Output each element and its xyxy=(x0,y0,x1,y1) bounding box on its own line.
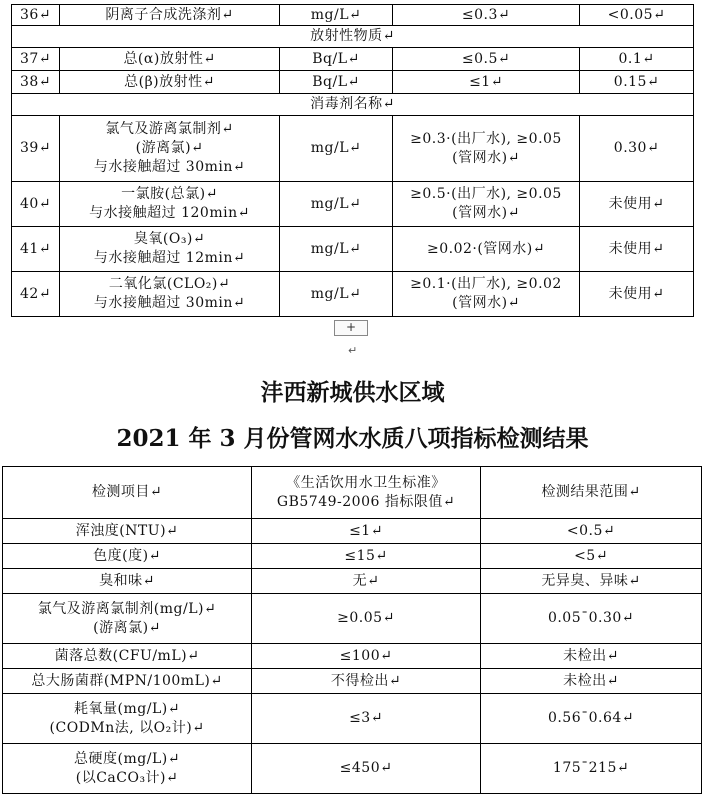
item-name-line: 臭氧(O₃)↵ xyxy=(133,231,206,247)
item-name xyxy=(60,272,280,317)
item-name-line: (游离氯)↵ xyxy=(135,140,204,156)
item-name-line: 色度(度)↵ xyxy=(93,547,161,564)
unit: mg/L↵ xyxy=(280,272,393,317)
item-name xyxy=(3,569,252,594)
item-name-line: 臭和味↵ xyxy=(99,572,155,589)
limit-value: 无↵ xyxy=(252,569,481,594)
header-standard-line: GB5749-2006 指标限值↵ xyxy=(276,493,456,510)
section-title: 放射性物质↵ xyxy=(12,26,694,48)
row-number: 40↵ xyxy=(12,182,60,227)
result-value: <5↵ xyxy=(481,544,702,569)
table-row xyxy=(3,519,702,544)
item-name xyxy=(60,5,280,26)
result-value: 0.30↵ xyxy=(580,116,694,182)
item-name xyxy=(60,48,280,71)
table-row xyxy=(12,71,694,94)
unit: mg/L↵ xyxy=(280,5,393,26)
header-standard-line: 《生活饮用水卫生标准》 xyxy=(286,474,446,491)
result-value: 0.15↵ xyxy=(580,71,694,94)
item-name-line: (游离氯)↵ xyxy=(93,619,161,636)
limit-line: ≥0.02·(管网水)↵ xyxy=(426,240,545,257)
item-name-line: 与水接触超过 120min↵ xyxy=(89,205,250,221)
result-value: <0.05↵ xyxy=(580,5,694,26)
limit-value xyxy=(393,48,580,71)
limit-value: ≤15↵ xyxy=(252,544,481,569)
result-value: 0.05ˉ0.30↵ xyxy=(481,594,702,644)
unit: Bq/L↵ xyxy=(280,71,393,94)
item-name-line: 浑浊度(NTU)↵ xyxy=(75,522,179,539)
item-name-line: 总硬度(mg/L)↵ xyxy=(74,750,180,767)
paragraph-mark: ↵ xyxy=(348,344,358,357)
header-item: 检测项目↵ xyxy=(3,467,252,519)
water-quality-table-top xyxy=(11,4,694,317)
result-value: 未检出↵ xyxy=(481,669,702,694)
section-title: 消毒剂名称↵ xyxy=(12,94,694,116)
limit-line: (管网水)↵ xyxy=(452,149,520,166)
limit-value xyxy=(393,116,580,182)
item-name xyxy=(60,71,280,94)
limit-value xyxy=(393,182,580,227)
unit: mg/L↵ xyxy=(280,116,393,182)
header-result: 检测结果范围↵ xyxy=(481,467,702,519)
row-number: 39↵ xyxy=(12,116,60,182)
limit-value xyxy=(393,227,580,272)
limit-value: 不得检出↵ xyxy=(252,669,481,694)
item-name-line: 二氧化氯(CLO₂)↵ xyxy=(108,276,231,292)
result-value: 0.1↵ xyxy=(580,48,694,71)
limit-line: ≤1↵ xyxy=(469,73,503,90)
page-subtitle: 2021 年 3 月份管网水水质八项指标检测结果 xyxy=(116,425,589,452)
result-value: 未使用↵ xyxy=(580,227,694,272)
table-row xyxy=(12,48,694,71)
item-name-line: (CODMn法, 以O₂计)↵ xyxy=(49,719,205,736)
limit-value: ≥0.05↵ xyxy=(252,594,481,644)
limit-value: ≤450↵ xyxy=(252,744,481,794)
item-name xyxy=(3,519,252,544)
item-name xyxy=(3,669,252,694)
item-name-line: 与水接触超过 30min↵ xyxy=(93,159,246,175)
row-number: 36↵ xyxy=(12,5,60,26)
limit-line: ≤0.5↵ xyxy=(461,50,511,67)
table-row xyxy=(3,694,702,744)
table-row xyxy=(3,644,702,669)
table-row xyxy=(3,594,702,644)
row-number: 42↵ xyxy=(12,272,60,317)
item-name-line: 菌落总数(CFU/mL)↵ xyxy=(54,647,200,664)
table-row xyxy=(12,227,694,272)
row-number: 38↵ xyxy=(12,71,60,94)
item-name xyxy=(3,644,252,669)
item-name xyxy=(3,744,252,794)
limit-line: (管网水)↵ xyxy=(452,205,520,221)
section-row xyxy=(12,26,694,48)
item-name xyxy=(3,594,252,644)
limit-value: ≤3↵ xyxy=(252,694,481,744)
item-name xyxy=(3,694,252,744)
item-name-line: 总(α)放射性↵ xyxy=(123,50,216,67)
table-row xyxy=(12,5,694,26)
add-row-button[interactable]: + xyxy=(334,320,368,336)
table-header-row xyxy=(3,467,702,519)
row-number: 37↵ xyxy=(12,48,60,71)
water-quality-table-bottom xyxy=(2,466,702,794)
item-name-line: 阴离子合成洗涤剂↵ xyxy=(105,6,234,23)
result-value: 未使用↵ xyxy=(580,182,694,227)
limit-value xyxy=(393,272,580,317)
result-value: 未使用↵ xyxy=(580,272,694,317)
limit-line: ≥0.3·(出厂水), ≥0.05 xyxy=(410,130,562,147)
table-row xyxy=(3,669,702,694)
item-name xyxy=(60,227,280,272)
item-name-line: (以CaCO₃计)↵ xyxy=(75,769,179,786)
item-name-line: 氯气及游离氯制剂(mg/L)↵ xyxy=(37,600,217,617)
limit-line: ≤0.3↵ xyxy=(461,6,511,23)
row-number: 41↵ xyxy=(12,227,60,272)
header-standard xyxy=(252,467,481,519)
limit-value: ≤100↵ xyxy=(252,644,481,669)
item-name-line: 氯气及游离氯制剂↵ xyxy=(105,121,234,137)
unit: mg/L↵ xyxy=(280,227,393,272)
limit-line: ≥0.1·(出厂水), ≥0.02 xyxy=(410,276,562,292)
item-name-line: 一氯胺(总氯)↵ xyxy=(121,186,218,202)
item-name xyxy=(60,116,280,182)
limit-value xyxy=(393,71,580,94)
result-value: 无异臭、异味↵ xyxy=(481,569,702,594)
limit-line: (管网水)↵ xyxy=(452,295,520,311)
section-row xyxy=(12,94,694,116)
limit-value xyxy=(393,5,580,26)
page-title: 沣西新城供水区域 xyxy=(260,379,445,406)
limit-line: ≥0.5·(出厂水), ≥0.05 xyxy=(410,186,562,202)
item-name xyxy=(60,182,280,227)
item-name-line: 耗氧量(mg/L)↵ xyxy=(74,700,180,717)
item-name-line: 总(β)放射性↵ xyxy=(124,73,215,90)
unit: Bq/L↵ xyxy=(280,48,393,71)
result-value: 175ˉ215↵ xyxy=(481,744,702,794)
item-name xyxy=(3,544,252,569)
table-row xyxy=(12,182,694,227)
table-row xyxy=(12,116,694,182)
item-name-line: 与水接触超过 12min↵ xyxy=(93,250,246,266)
table-row xyxy=(3,544,702,569)
result-value: 0.56ˉ0.64↵ xyxy=(481,694,702,744)
table-row xyxy=(12,272,694,317)
unit: mg/L↵ xyxy=(280,182,393,227)
result-value: <0.5↵ xyxy=(481,519,702,544)
result-value: 未检出↵ xyxy=(481,644,702,669)
item-name-line: 总大肠菌群(MPN/100mL)↵ xyxy=(31,672,223,689)
item-name-line: 与水接触超过 30min↵ xyxy=(93,295,246,311)
limit-value: ≤1↵ xyxy=(252,519,481,544)
table-row xyxy=(3,569,702,594)
table-row xyxy=(3,744,702,794)
